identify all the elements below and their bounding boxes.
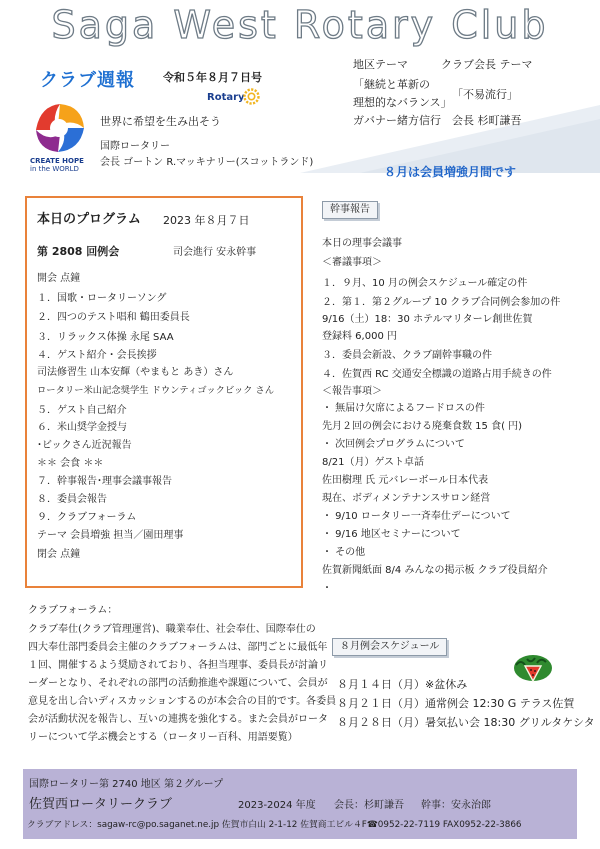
logo-text-1: CREATE HOPE xyxy=(30,157,84,165)
district-theme-2: 理想的なバランス」 xyxy=(353,96,452,109)
report-line: 佐賀新聞紙面 8/4 みんなの掲示板 クラブ役員紹介 xyxy=(322,565,548,576)
program-heading: 本日のプログラム xyxy=(37,212,141,227)
report-line: 佐田樹理 氏 元バレーボール日本代表 xyxy=(322,475,489,486)
mc: 司会進行 安永幹事 xyxy=(173,247,257,258)
footer-secretary: 幹事：安永治郎 xyxy=(421,800,491,811)
report-line: ４．佐賀西 RC 交通安全標識の道路占用手続きの件 xyxy=(322,369,552,380)
footer-president: 会長：杉町謙吾 xyxy=(334,800,404,811)
report-line: ２．第１．第２グループ 10 クラブ合同例会参加の件 xyxy=(322,297,561,308)
club-theme-label: クラブ会長 テーマ xyxy=(441,58,533,71)
report-line: ・ xyxy=(322,583,332,594)
report-tag: 幹事報告 xyxy=(322,201,378,219)
forum-line: クラブフォーラム： xyxy=(28,605,118,616)
report-line: ３．委員会新設、クラブ副幹事職の件 xyxy=(322,350,492,361)
rotary-wheel-icon xyxy=(243,88,260,105)
program-item: ３．リラックス体操 永尾 SAA xyxy=(37,332,174,343)
program-item: ７．幹事報告･理事会議事報告 xyxy=(37,476,172,487)
program-box xyxy=(25,196,303,588)
footer-club-name: 佐賀西ロータリークラブ xyxy=(29,797,173,812)
report-line: １．９月、10 月の例会スケジュール確定の件 xyxy=(322,278,528,289)
report-line: ・ その他 xyxy=(322,547,366,558)
report-line: 本日の理事会議事 xyxy=(322,238,402,249)
rotary-label: Rotary xyxy=(207,92,245,103)
report-line: 先月２回の例会における廃棄食数 15 食( 円) xyxy=(322,421,523,432)
report-line: 8/21（月）ゲスト卓話 xyxy=(322,457,425,468)
forum-line: １回、開催するよう奨励されており、各担当理事、委員長が討論リ xyxy=(28,660,328,671)
footer xyxy=(23,769,577,839)
program-item: ５．ゲスト自己紹介 xyxy=(37,405,127,416)
report-line: ・ 次回例会プログラムについて xyxy=(322,439,465,450)
report-line: 現在、ボディメンテナンスサロン経営 xyxy=(322,493,491,504)
footer-year: 2023-2024 年度 xyxy=(238,800,316,811)
forum-line: ーダーとなり、それぞれの部門の活動推進や課題について、会員が xyxy=(28,678,328,689)
report-line: ・ 9/16 地区セミナーについて xyxy=(322,529,461,540)
issue-date: 令和５年８月７日号 xyxy=(163,71,262,84)
club-title: Saga West Rotary Club xyxy=(51,3,549,47)
program-item: ８．委員会報告 xyxy=(37,494,107,505)
report-line: ・ 無届け欠席によるフードロスの件 xyxy=(322,403,485,414)
program-item: ･ビックさん近況報告 xyxy=(37,440,132,451)
program-item: 開会 点鐘 xyxy=(37,273,81,284)
program-item: ２．四つのテスト唱和 鶴田委員長 xyxy=(37,312,190,323)
district-theme-label: 地区テーマ xyxy=(353,58,408,71)
forum-line: 会が活動状況を報告し、互いの連携を強化する。また会員がロータ xyxy=(28,714,328,725)
slogan: 世界に希望を生み出そう xyxy=(100,115,221,128)
program-item: １．国歌・ロータリーソング xyxy=(37,293,167,304)
report-line: ・ 9/10 ロータリー一斉奉仕デーについて xyxy=(322,511,511,522)
create-hope-logo-icon xyxy=(28,100,90,156)
schedule-row: ８月２１日（月）通常例会 12:30 G テラス佐賀 xyxy=(337,697,575,710)
program-item: ４．ゲスト紹介・会長挨拶 xyxy=(37,350,157,361)
logo-text-2: in the WORLD xyxy=(30,165,79,173)
ri-label: 国際ロータリー xyxy=(100,141,170,152)
report-line: 登録料 6,000 円 xyxy=(322,331,397,342)
report-line: ＜報告事項＞ xyxy=(322,386,382,397)
forum-line: クラブ奉仕(クラブ管理運営)、職業奉仕、社会奉仕、国際奉仕の xyxy=(28,624,316,635)
club-theme: 「不易流行」 xyxy=(452,88,518,101)
watermelon-icon xyxy=(513,650,553,682)
program-item: テーマ 会員増強 担当／園田理事 xyxy=(37,530,184,541)
program-item: ６．米山奨学金授与 xyxy=(37,422,127,433)
month-banner: ８月は会員増強月間です xyxy=(384,165,517,179)
footer-address: クラブアドレス：sagaw-rc@po.saganet.ne.jp 佐賀市白山 2-1-12 佐賀商工ビル４F☎0952-22-7119 FAX0952-22-3866 xyxy=(27,820,522,830)
governor: ガバナー緒方信行 xyxy=(353,114,441,127)
program-item: ９．クラブフォーラム xyxy=(37,512,137,523)
forum-line: リーについて学ぶ機会とする（ロータリー百科、用語要覧） xyxy=(28,732,298,743)
ri-president: 会長 ゴートン R.マッキナリー(スコットランド) xyxy=(100,157,314,168)
forum-line: 四大奉仕部門委員会主催のクラブフォーラムは、部門ごとに最低年 xyxy=(28,642,328,653)
schedule-row: ８月１４日（月）※盆休み xyxy=(337,678,468,691)
program-item: ロータリー米山記念奨学生 ドウンティゴックビック さん xyxy=(37,385,275,396)
meeting-number: 第 2808 回例会 xyxy=(37,245,120,258)
schedule-tag: ８月例会スケジュール xyxy=(332,638,447,656)
program-date: 2023 年８月７日 xyxy=(163,214,250,227)
program-item: 司法修習生 山本安輝（やまもと あき）さん xyxy=(37,367,234,378)
program-item: ＊＊ 会食 ＊＊ xyxy=(37,458,104,469)
forum-line: 意見を出し合いディスカッションするのが本会合の目的です。各委員 xyxy=(28,696,337,707)
report-line: ＜審議事項＞ xyxy=(322,257,382,268)
club-weekly-label: クラブ週報 xyxy=(40,70,135,91)
report-line: 9/16（土）18：30 ホテルマリターレ創世佐賀 xyxy=(322,314,533,325)
footer-district: 国際ロータリー第 2740 地区 第２グループ xyxy=(29,779,224,790)
schedule-row: ８月２８日（月）暑気払い会 18:30 グリルタケシタ xyxy=(337,716,595,729)
district-theme-1: 「継続と革新の xyxy=(353,78,430,91)
program-item: 閉会 点鐘 xyxy=(37,549,81,560)
club-president: 会長 杉町謙吾 xyxy=(452,114,522,127)
